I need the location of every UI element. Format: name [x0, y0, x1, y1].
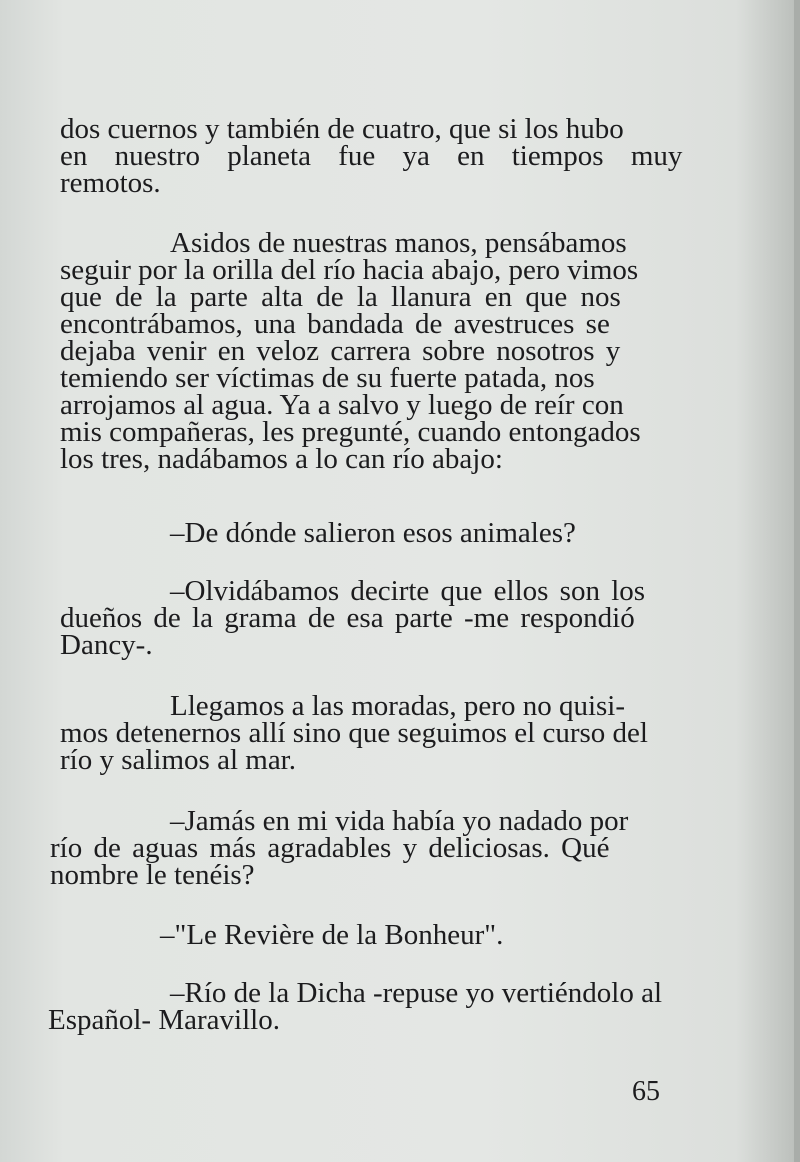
text-line	[60, 575, 646, 607]
line-text: encontrábamos, una bandada de avestruces se	[60, 308, 610, 340]
text-line	[60, 140, 683, 172]
paragraph-1	[60, 113, 683, 199]
paragraph-5	[60, 690, 648, 776]
text-line	[48, 1004, 662, 1036]
line-text: dos cuernos y también de cuatro, que si los hubo	[60, 113, 624, 145]
page-edge-shadow	[794, 0, 800, 1162]
line-text: –Jamás en mi vida había yo nadado por	[170, 805, 629, 837]
text-line	[50, 805, 629, 837]
text-line	[60, 443, 641, 475]
line-text: río de aguas más agradables y deliciosas. Qué	[50, 832, 610, 864]
line-text: nombre le tenéis?	[50, 859, 255, 891]
line-text: Español- Maravillo.	[48, 1004, 280, 1036]
text-line	[48, 977, 663, 1009]
line-text: arrojamos al agua. Ya a salvo y luego de reír con	[60, 389, 624, 421]
text-line	[60, 227, 641, 259]
line-text: dejaba venir en veloz carrera sobre nosotros y	[60, 335, 621, 367]
text-line	[170, 517, 576, 549]
text-line	[60, 629, 645, 661]
text-line	[160, 919, 504, 951]
line-text: mis compañeras, les pregunté, cuando entongados	[60, 416, 641, 448]
line-text: río y salimos al mar.	[60, 744, 296, 776]
text-line	[60, 389, 641, 421]
paragraph-4	[60, 575, 646, 661]
line-text: –"Le Revière de la Bonheur".	[160, 919, 504, 951]
text-line	[60, 717, 648, 749]
line-text: los tres, nadábamos a lo can río abajo:	[60, 443, 503, 475]
text-line	[50, 859, 628, 891]
line-text: dueños de la grama de esa parte -me respondió	[60, 602, 635, 634]
line-text: que de la parte alta de la llanura en que nos	[60, 281, 621, 313]
paragraph-3	[170, 517, 576, 549]
line-text: seguir por la orilla del río hacia abajo, pero vimos	[60, 254, 639, 286]
line-text: Llegamos a las moradas, pero no quisi-	[170, 690, 626, 722]
text-line	[60, 167, 670, 199]
text-line	[60, 254, 641, 286]
paragraph-7	[160, 919, 504, 951]
paragraph-2	[60, 227, 641, 475]
line-text: –Río de la Dicha -repuse yo vertiéndolo al	[170, 977, 663, 1009]
paragraph-6	[50, 805, 629, 891]
text-line	[60, 690, 648, 722]
text-line	[60, 335, 641, 367]
text-line	[60, 744, 648, 776]
line-text: Dancy-.	[60, 629, 153, 661]
text-line	[60, 416, 641, 448]
line-text: mos detenernos allí sino que seguimos el curso del	[60, 717, 648, 749]
line-text: –Olvidábamos decirte que ellos son los	[170, 575, 646, 607]
text-line	[60, 113, 670, 145]
line-text: temiendo ser víctimas de su fuerte patada, nos	[60, 362, 595, 394]
text-line	[60, 281, 641, 313]
line-text: en nuestro planeta fue ya en tiempos muy	[60, 140, 683, 172]
line-text: –De dónde salieron esos animales?	[170, 517, 576, 549]
text-line	[50, 832, 628, 864]
paragraph-8	[48, 977, 663, 1036]
line-text: remotos.	[60, 167, 161, 199]
page-number: 65	[632, 1076, 660, 1107]
text-line	[60, 362, 641, 394]
line-text: Asidos de nuestras manos, pensábamos	[170, 227, 627, 259]
text-line	[60, 602, 645, 634]
text-line	[60, 308, 641, 340]
